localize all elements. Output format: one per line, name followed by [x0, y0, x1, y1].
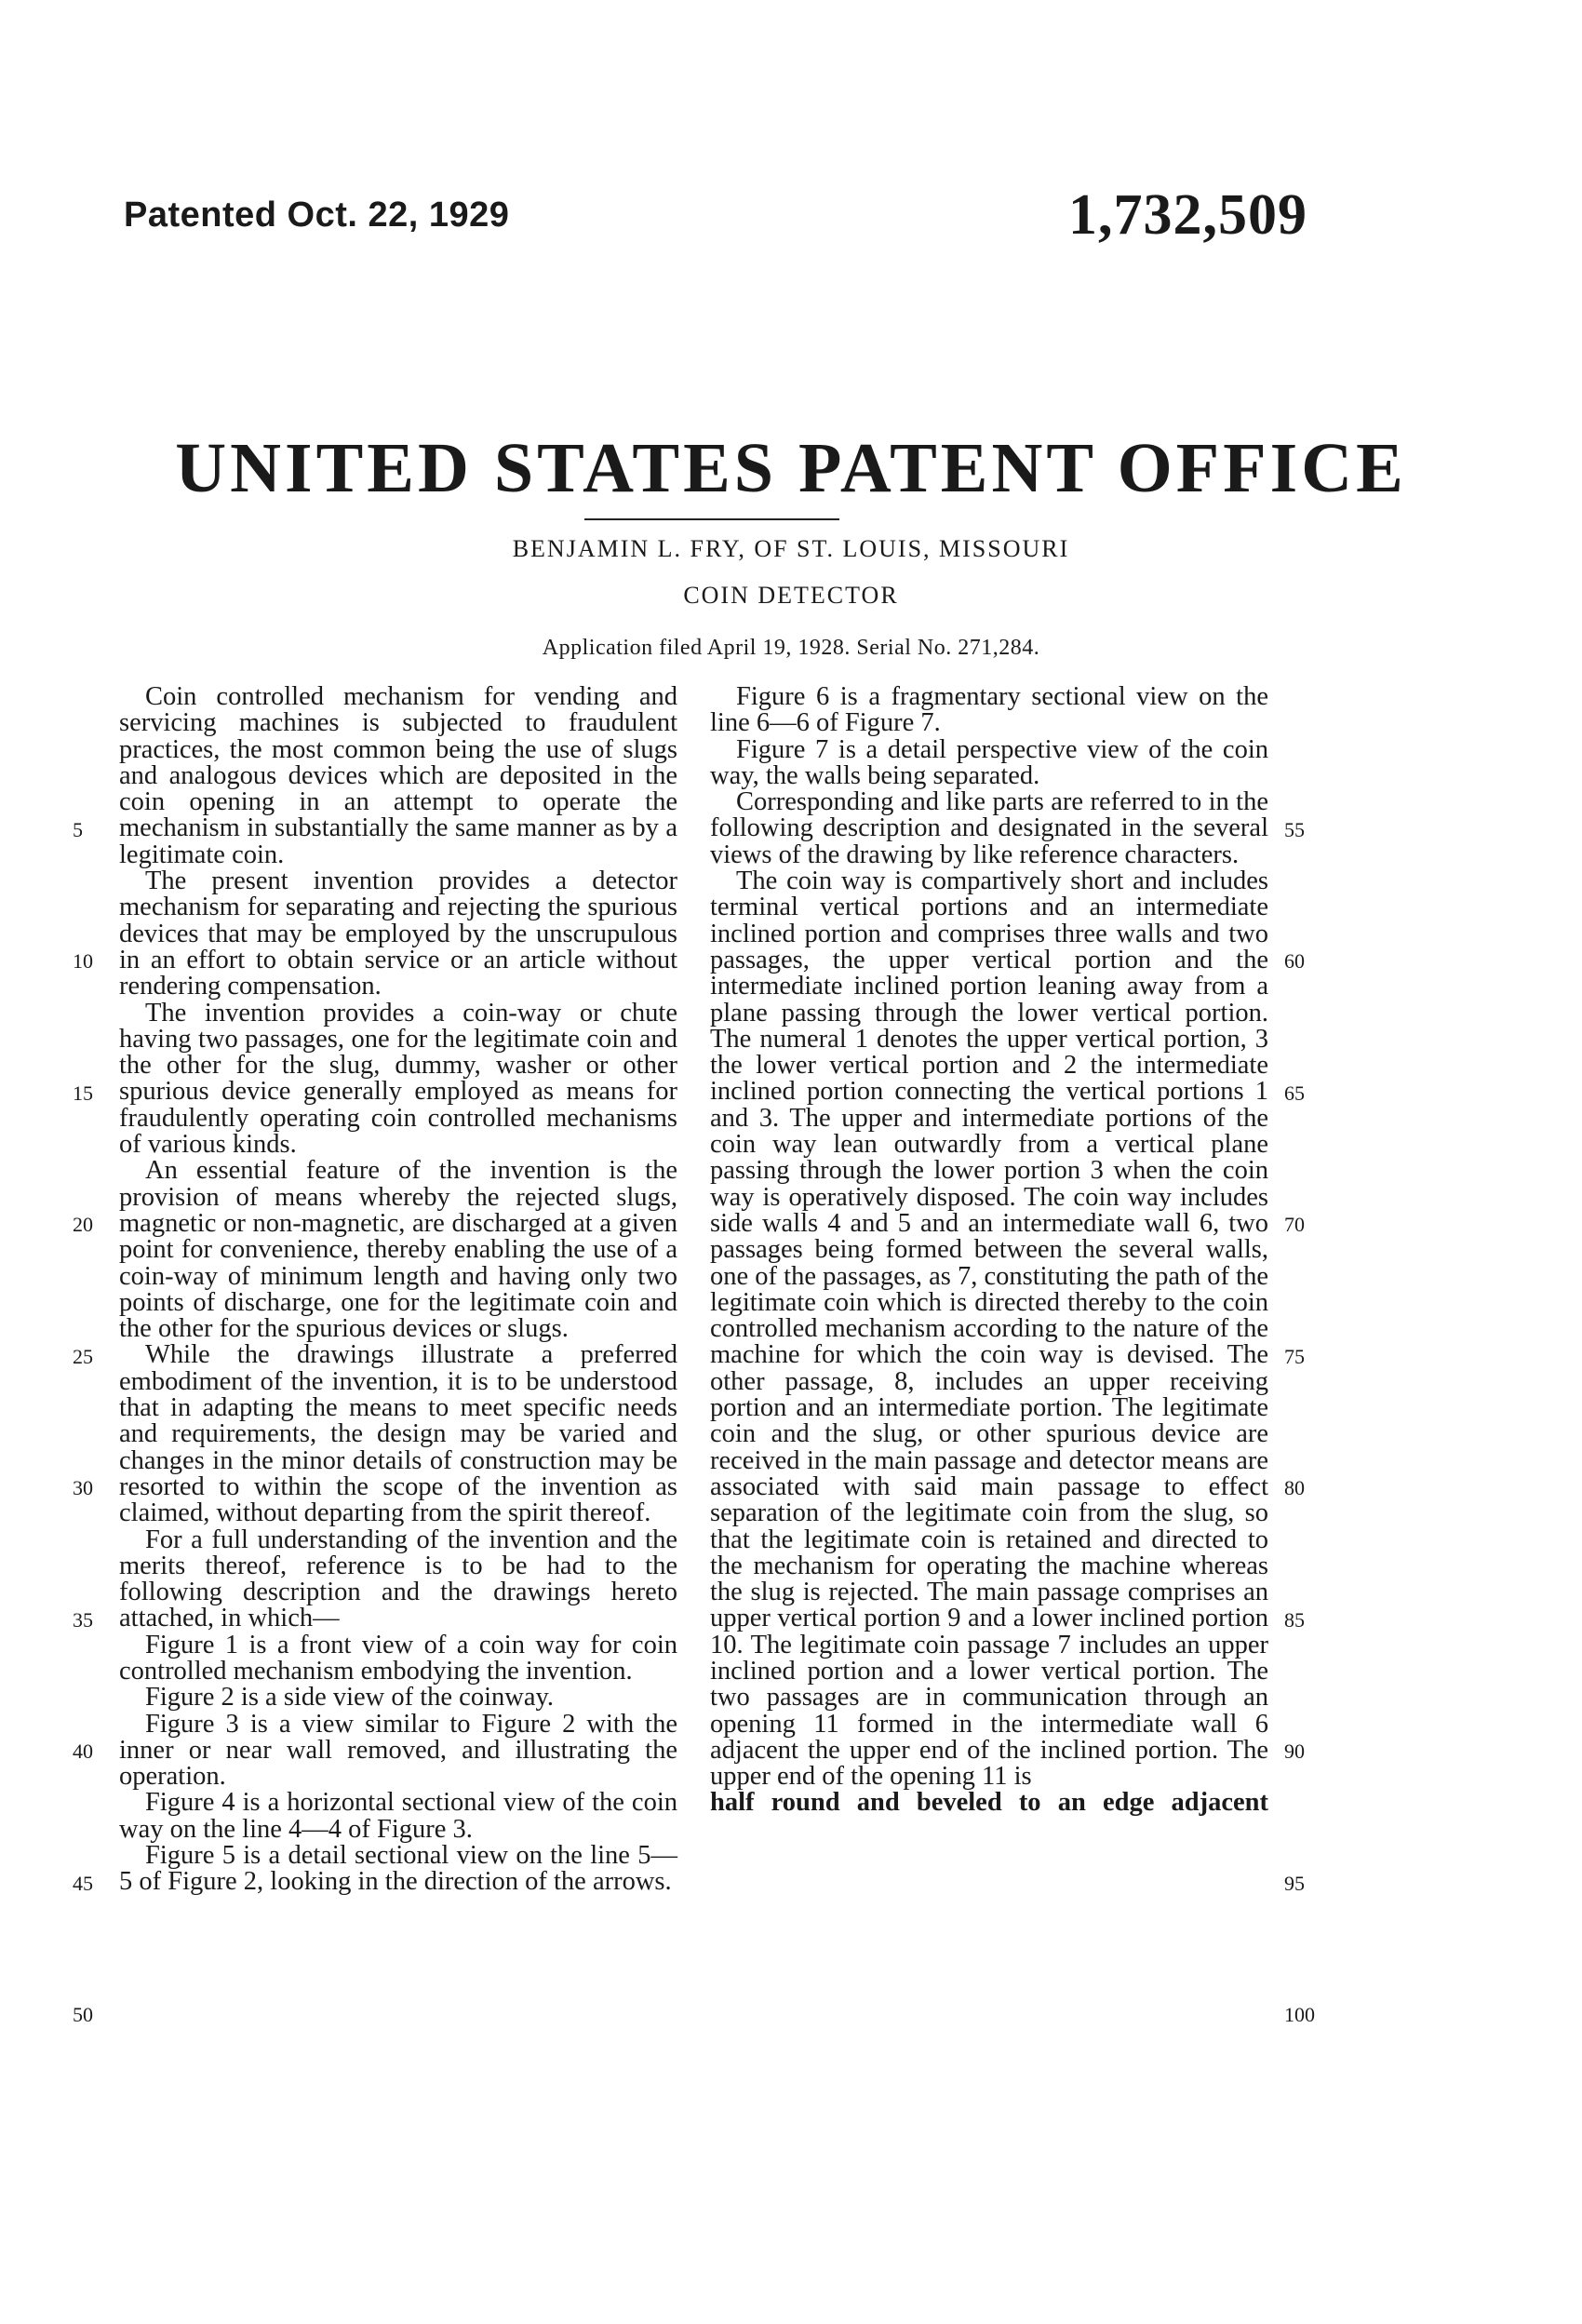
- paragraph: Figure 1 is a front view of a coin way for coin controlled mechanism embodying the invention.: [119, 1630, 677, 1686]
- line-number: 75: [1284, 1345, 1305, 1368]
- line-number: 25: [73, 1345, 93, 1368]
- paragraph: Figure 4 is a horizontal sectional view of the coin way on the line 4—4 of Figure 3.: [119, 1788, 677, 1844]
- line-number: 30: [73, 1476, 93, 1499]
- paragraph: For a full understanding of the invention and the merits thereof, reference is to be had to the following description and the drawings hereto attached, in which—: [119, 1525, 677, 1633]
- right-column: [710, 684, 1268, 1817]
- patent-date: Patented Oct. 22, 1929: [124, 195, 510, 235]
- line-number: 60: [1284, 949, 1305, 973]
- paragraph: Corresponding and like parts are referred to in the following description and designated in the several views of the drawing by like reference characters.: [710, 787, 1268, 869]
- inventor-line: BENJAMIN L. FRY, OF ST. LOUIS, MISSOURI: [512, 535, 1070, 562]
- invention-title: COIN DETECTOR: [683, 582, 899, 609]
- line-number: 50: [73, 2003, 93, 2026]
- paragraph: Coin controlled mechanism for vending and servicing machines is subjected to fraudulent practices, the most common being the use of slugs and analogous devices which are deposited in the coin opening in an attempt to operate the mechanism in substantially the same manner as by a legitimate coin.: [119, 682, 677, 869]
- line-number: 20: [73, 1213, 93, 1236]
- paragraph: While the drawings illustrate a preferred embodiment of the invention, it is to be understood that in adapting the means to meet specific needs and requirements, the design may be varied and changes in the minor details of construction may be resorted to within the scope of the invention as claimed, without departing from the spirit thereof.: [119, 1340, 677, 1528]
- line-number: 85: [1284, 1608, 1305, 1632]
- line-number: 65: [1284, 1081, 1305, 1105]
- paragraph: Figure 6 is a fragmentary sectional view on the line 6—6 of Figure 7.: [710, 682, 1268, 738]
- paragraph: Figure 3 is a view similar to Figure 2 with the inner or near wall removed, and illustrating the operation.: [119, 1709, 677, 1792]
- line-number: 70: [1284, 1213, 1305, 1236]
- line-number: 90: [1284, 1740, 1305, 1763]
- line-number: 55: [1284, 818, 1305, 841]
- left-column: [119, 684, 677, 1896]
- paragraph: Figure 2 is a side view of the coinway.: [145, 1683, 555, 1713]
- patent-number: 1,732,509: [1068, 183, 1307, 247]
- line-number: 35: [73, 1608, 93, 1632]
- line-number: 80: [1284, 1476, 1305, 1499]
- line-number: 45: [73, 1872, 93, 1895]
- line-number: 10: [73, 949, 93, 973]
- line-number: 100: [1284, 2003, 1315, 2026]
- paragraph: The present invention provides a detector mechanism for separating and rejecting the spurious devices that may be employed by the unscrupulous in an effort to obtain service or an article without rendering compensation.: [119, 866, 677, 1001]
- paragraph: An essential feature of the invention is the provision of means whereby the rejected slugs, magnetic or non-magnetic, are discharged at a given point for convenience, thereby enabling the use of a coin-way of minimum length and having only two points of discharge, one for the legitimate coin and the other for the spurious devices or slugs.: [119, 1156, 677, 1344]
- office-title: UNITED STATES PATENT OFFICE: [175, 429, 1407, 507]
- line-number: 95: [1284, 1872, 1305, 1895]
- line-number: 15: [73, 1081, 93, 1105]
- paragraph: Figure 7 is a detail perspective view of the coin way, the walls being separated.: [710, 734, 1268, 790]
- paragraph-continued: half round and beveled to an edge adjacent: [710, 1788, 1268, 1818]
- paragraph: The coin way is compartively short and includes terminal vertical portions and an intermediate inclined portion and comprises three walls and two passages, the upper vertical portion and the intermediate inclined portion leaning away from a plane passing through the lower vertical portion. The numeral 1 denotes the upper vertical portion, 3 the lower vertical portion and 2 the intermediate inclined portion connecting the vertical portions 1 and 3. The upper and intermediate portions of the coin way lean outwardly from a vertical plane passing through the lower portion 3 when the coin way is operatively disposed. The coin way includes side walls 4 and 5 and an intermediate wall 6, two passages being formed between the several walls, one of the passages, as 7, constituting the path of the legitimate coin which is directed thereby to the coin controlled mechanism according to the nature of the machine for which the coin way is devised. The other passage, 8, includes an upper receiving portion and an intermediate portion. The legitimate coin and the slug, or other spurious device are received in the main passage and detector means are associated with said main passage to effect separation of the legitimate coin from the slug, so that the legitimate coin is retained and directed to the mechanism for operating the machine whereas the slug is rejected. The main passage comprises an upper vertical portion 9 and a lower inclined portion 10. The legitimate coin passage 7 includes an upper inclined portion and a lower vertical portion. The two passages are in communication through an opening 11 formed in the intermediate wall 6 adjacent the upper end of the inclined portion. The upper end of the opening 11 is: [710, 866, 1268, 1792]
- application-line: Application filed April 19, 1928. Serial No. 271,284.: [542, 636, 1040, 660]
- paragraph: The invention provides a coin-way or chute having two passages, one for the legitimate coin and the other for the slug, dummy, washer or other spurious device generally employed as means for fraudulently operating coin controlled mechanisms of various kinds.: [119, 998, 677, 1160]
- line-number: 5: [73, 818, 83, 841]
- line-number: 40: [73, 1740, 93, 1763]
- paragraph: Figure 5 is a detail sectional view on the line 5—5 of Figure 2, looking in the direction of the arrows.: [119, 1841, 677, 1897]
- title-divider: [584, 518, 839, 520]
